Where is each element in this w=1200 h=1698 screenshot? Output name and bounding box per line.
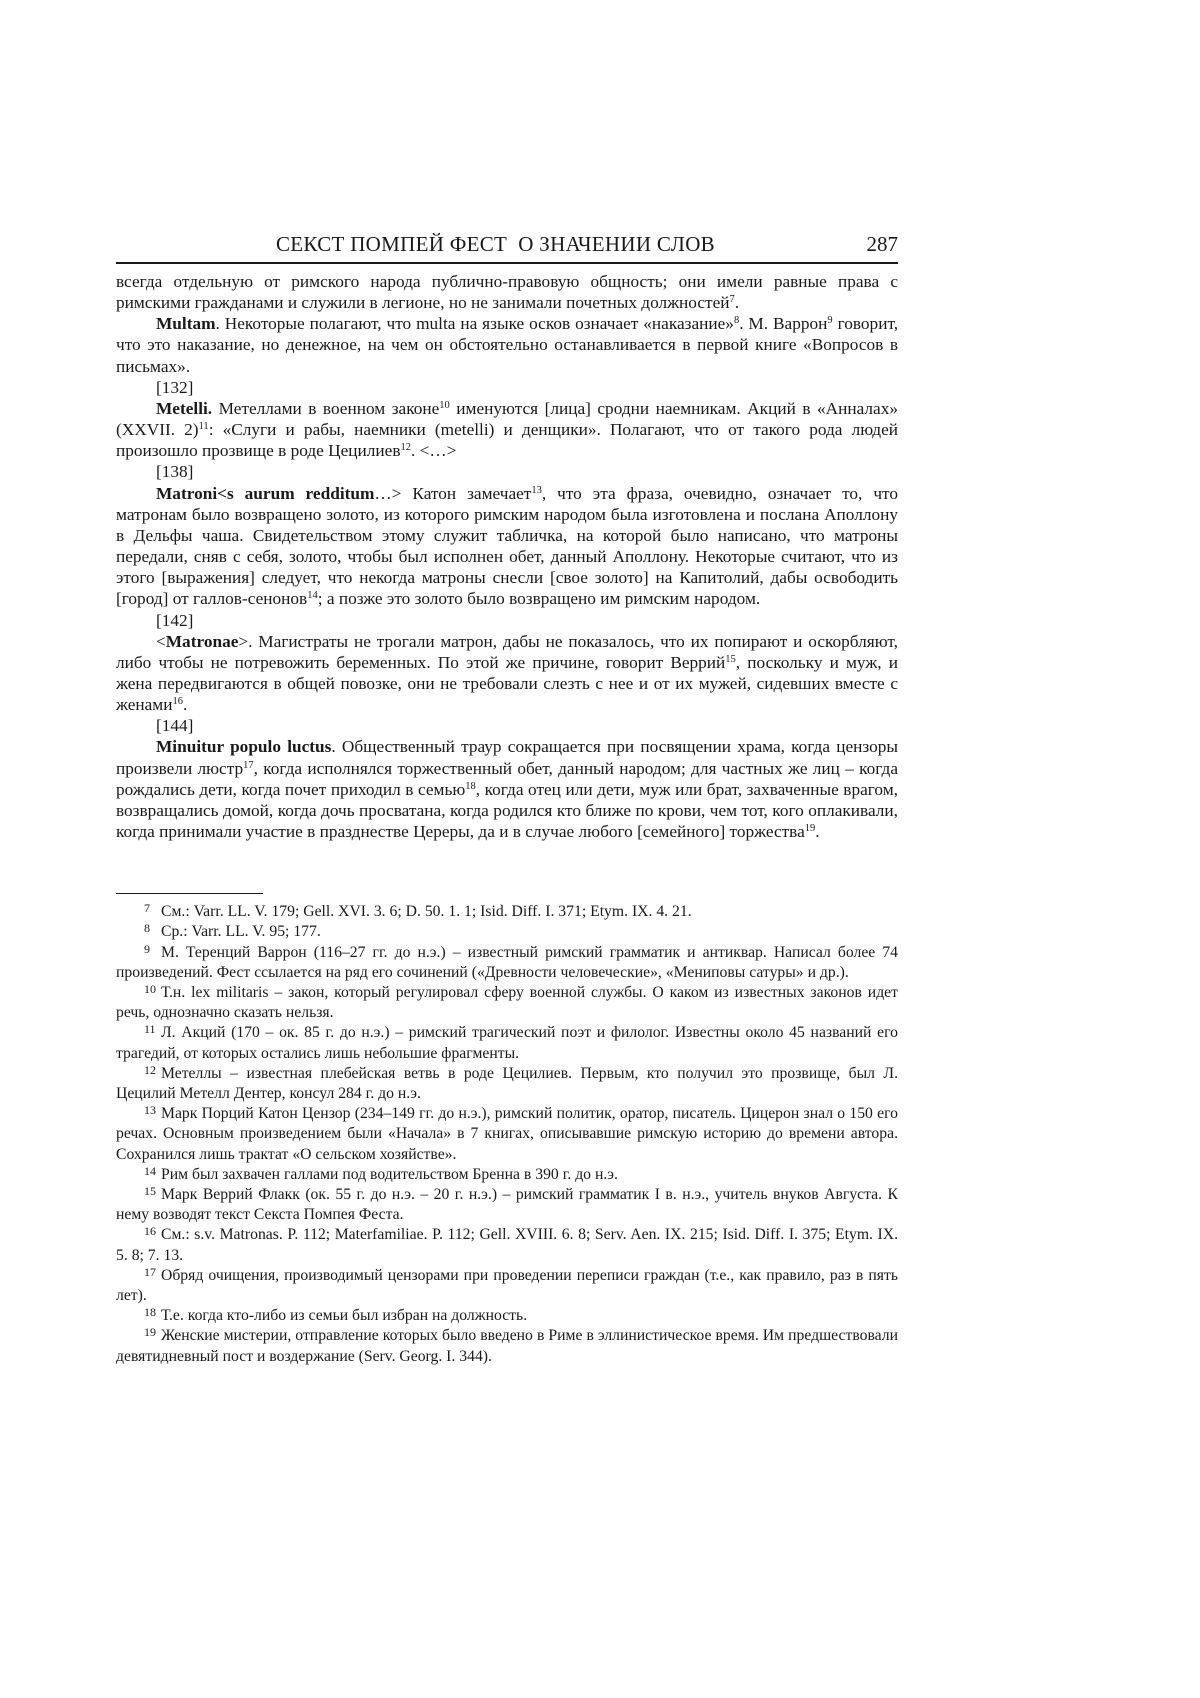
footnote-ref[interactable]: 16: [172, 696, 183, 708]
entry-text: . Общественный траур сокращается при посвящении храма, когда цензоры произвели люстр: [116, 737, 899, 778]
footnote-separator: [116, 893, 263, 894]
entry-lemma: Metelli.: [156, 398, 213, 418]
entry-lemma: Multam: [156, 314, 216, 334]
footnote-text: См.: Varr. LL. V. 179; Gell. XVI. 3. 6; D. 50. 1. 1; Isid. Diff. I. 371; Etym. IX. 4. 21.: [161, 903, 692, 921]
entry-text: >. Магистраты не трогали матрон, дабы не показалось, что их попирают и оскорбляют, либо чтобы не потревожить беременных. По этой же причине, говорит Веррий: [116, 631, 898, 672]
footnote-text: Метеллы – известная плебейская ветвь в роде Цецилиев. Первым, кто получил это прозвище, был Л. Цецилий Метелл Дентер, консул 284 г. до н.э.: [116, 1064, 898, 1103]
entry-text: , что эта фраза, очевидно, означает то, что матронам было возвращено золото, из которого римским народом была изготовлена и послана Аполлону в Дельфы чаша. Свидетельством этому служит табличка, на которой было написано, что матроны передали, сняв с себя, золото, чтобы был исполнен обет, данный Аполлону. Некоторые считают, что из этого [выражения] следует, что некогда матроны снесли [свое золото] на Капитолий, дабы освободить [город] от галлов-сенонов: [116, 483, 898, 609]
footnote: 15 Марк Веррий Флакк (ок. 55 г. до н.э. – 20 г. н.э.) – римский грамматик I в. н.э., учитель внуков Августа. К нему возводят текст Секста Помпея Феста.: [116, 1184, 898, 1224]
footnote: 18 Т.е. когда кто-либо из семьи был избран на должность.: [144, 1305, 528, 1325]
entry-text: . Некоторые полагают, что multa на языке осков означает «наказание»: [215, 314, 734, 334]
footnote-ref[interactable]: 14: [307, 590, 318, 602]
footnote-text: См.: s.v. Matronas. P. 112; Materfamiliae. P. 112; Gell. XVIII. 6. 8; Serv. Aen. IX. 215; Isid. Diff. I. 375; Etym. IX. 5. 8; 7. 13.: [116, 1226, 898, 1264]
entry-text: <: [156, 631, 166, 651]
footnote-text: Ср.: Varr. LL. V. 95; 177.: [161, 923, 321, 941]
entry-text: . М. Варрон: [739, 314, 828, 334]
entry-text: , поскольку и муж, и жена передвигаются в общей повозке, они не требовали слезть с нее и от их мужей, сидевших вместе с женами: [116, 652, 898, 715]
entry-text: именуются [лица] сродни наемникам. Акций в «Анналах» (XXVII. 2): [116, 398, 898, 440]
footnote-text: Обряд очищения, производимый цензорами при проведении переписи граждан (т.е., как правило, раз в пять лет).: [116, 1266, 898, 1305]
entry-multam: [116, 313, 898, 376]
footnote-ref[interactable]: 7: [729, 294, 735, 306]
footnote-text: Марк Порций Катон Цензор (234–149 гг. до н.э.), римский политик, оратор, писатель. Цицерон знал о 150 его речах. Основным произведением были «Начала» в 7 книгах, описывавшие римскую историю до времени автора. Сохранился лишь трактат «О сельском хозяйстве».: [116, 1105, 898, 1163]
entry-metelli: [116, 398, 898, 461]
entry-minuitur: [116, 736, 898, 842]
footnote-ref[interactable]: 17: [243, 759, 254, 771]
entry-lemma: Matroni<s aurum redditum: [156, 483, 375, 503]
entry-text: . <…>: [411, 441, 457, 461]
entry-text: ; а позже это золото было возвращено им римским народом.: [317, 589, 761, 609]
footnote-text: М. Теренций Варрон (116–27 гг. до н.э.) – известный римский грамматик и антиквар. Написал более 74 произведений. Фест ссылается на ряд его сочинений («Древности человеческие», «Мениповы сатуры» и др.).: [116, 943, 898, 981]
footnote-ref[interactable]: 12: [400, 442, 411, 454]
footnote: 10 Т.н. lex militaris – закон, который регулировал сферу военной службы. О каком из известных законов идет речь, однозначно сказать нельзя.: [116, 982, 898, 1022]
entry-text: .: [183, 695, 188, 715]
entry-text: .: [815, 822, 820, 842]
footnote-text: Рим был захвачен галлами под водительством Бренна в 390 г. до н.э.: [161, 1165, 618, 1183]
section-marker-144: [144]: [156, 716, 194, 736]
footnote-text: Т.н. lex militaris – закон, который регулировал сферу военной службы. О каком из известных законов идет речь, однозначно сказать нельзя.: [116, 984, 898, 1022]
footnote-ref[interactable]: 8: [733, 315, 740, 327]
footnote-ref[interactable]: 10: [439, 399, 450, 411]
footnote-text: Л. Акций (170 – ок. 85 г. до н.э.) – римский трагический поэт и филолог. Известны около 45 названий его трагедий, от которых остались лишь небольшие фрагменты.: [116, 1024, 898, 1062]
paragraph-continuation: [116, 271, 898, 313]
footnote: 11 Л. Акций (170 – ок. 85 г. до н.э.) – римский трагический поэт и филолог. Известны около 45 названий его трагедий, от которых остались лишь небольшие фрагменты.: [116, 1022, 898, 1062]
entry-text: Метеллами в военном законе: [212, 398, 440, 418]
footnote: 14 Рим был захвачен галлами под водительством Бренна в 390 г. до н.э.: [144, 1163, 618, 1183]
footnote: 13 Марк Порций Катон Цензор (234–149 гг. до н.э.), римский политик, оратор, писатель. Цицерон знал о 150 его речах. Основным произведением были «Начала» в 7 книгах, описывавшие римскую историю до времени автора. Сохранился лишь трактат «О сельском хозяйстве».: [116, 1103, 898, 1163]
entry-matronae: [116, 631, 898, 716]
footnotes: [116, 902, 898, 1367]
footnote-ref[interactable]: 15: [725, 653, 736, 665]
entry-text: …> Катон замечает: [374, 483, 532, 503]
entry-text: : «Слуги и рабы, наемники (metelli) и денщики». Полагают, что от такого рода людей произошло прозвище в роде Цецилиев: [116, 420, 898, 461]
footnote: 16 См.: s.v. Matronas. P. 112; Materfamiliae. P. 112; Gell. XVIII. 6. 8; Serv. Aen. IX. 215; Isid. Diff. I. 375; Etym. IX. 5. 8; 7. 13.: [116, 1224, 898, 1264]
footnote-ref[interactable]: 13: [531, 484, 542, 496]
entry-text: , когда отец или дети, муж или брат, захваченные врагом, возвращались домой, когда дочь просватана, когда родился кто ближе по крови, чем тот, кого оплакивали, когда принимали участие в празднестве Цереры, да и в случае любого [семейного] торжества: [116, 779, 898, 842]
paragraph-text: всегда отдельную от римского народа публично-правовую общность; они имели равные права с римскими гражданами и служили в легионе, но не занимали почетных должностей: [116, 272, 898, 313]
footnote: 19 Женские мистерии, отправление которых было введено в Риме в эллинистическое время. Им предшествовали девятидневный пост и воздержание (Serv. Georg. I. 344).: [116, 1325, 898, 1365]
footnote: 9 М. Теренций Варрон (116–27 гг. до н.э.) – известный римский грамматик и антиквар. Написал более 74 произведений. Фест ссылается на ряд его сочинений («Древности человеческие», «Мениповы сатуры» и др.).: [116, 941, 898, 981]
entry-lemma: Matronae: [165, 631, 239, 651]
running-title: СЕКСТ ПОМПЕЙ ФЕСТ О ЗНАЧЕНИИ СЛОВ: [276, 232, 715, 256]
running-header: [116, 232, 898, 264]
footnote-ref[interactable]: 19: [804, 823, 816, 835]
section-marker-132: [132]: [156, 377, 194, 397]
entry-matronis: [116, 483, 898, 610]
footnote-text: Марк Веррий Флакк (ок. 55 г. до н.э. – 20 г. н.э.) – римский грамматик I в. н.э., учитель внуков Августа. К нему возводят текст Секста Помпея Феста.: [116, 1186, 898, 1224]
entry-text: , когда исполнялся торжественный обет, данный народом; для частных же лиц – когда рождались дети, когда почет приходил в семью: [116, 758, 898, 799]
section-marker-138: [138]: [156, 462, 194, 482]
footnote: 12 Метеллы – известная плебейская ветвь в роде Цецилиев. Первым, кто получил это прозвище, был Л. Цецилий Метелл Дентер, консул 284 г. до н.э.: [116, 1062, 898, 1103]
footnote: 8 Ср.: Varr. LL. V. 95; 177.: [144, 921, 321, 941]
footnote: 17 Обряд очищения, производимый цензорами при проведении переписи граждан (т.е., как правило, раз в пять лет).: [116, 1264, 898, 1305]
footnote-ref[interactable]: 18: [465, 780, 476, 792]
footnote-ref[interactable]: 9: [827, 315, 833, 327]
footnote-text: Женские мистерии, отправление которых было введено в Риме в эллинистическое время. Им предшествовали девятидневный пост и воздержание (Serv. Georg. I. 344).: [116, 1327, 898, 1365]
footnote: 7 См.: Varr. LL. V. 179; Gell. XVI. 3. 6; D. 50. 1. 1; Isid. Diff. I. 371; Etym. IX. 4. 21.: [144, 901, 692, 921]
footnote-text: Т.е. когда кто-либо из семьи был избран на должность.: [161, 1307, 528, 1325]
entry-text: говорит, что это наказание, но денежное, на чем он обстоятельно останавливается в первой книге «Вопросов в письмах».: [116, 314, 899, 376]
page-number: 287: [866, 232, 898, 256]
entry-lemma: Minuitur populo luctus: [156, 737, 332, 757]
section-marker-142: [142]: [156, 610, 194, 630]
main-text: [116, 271, 898, 842]
footnote-ref[interactable]: 11: [198, 421, 209, 433]
book-page: [116, 232, 898, 1367]
paragraph-text: .: [734, 293, 740, 313]
